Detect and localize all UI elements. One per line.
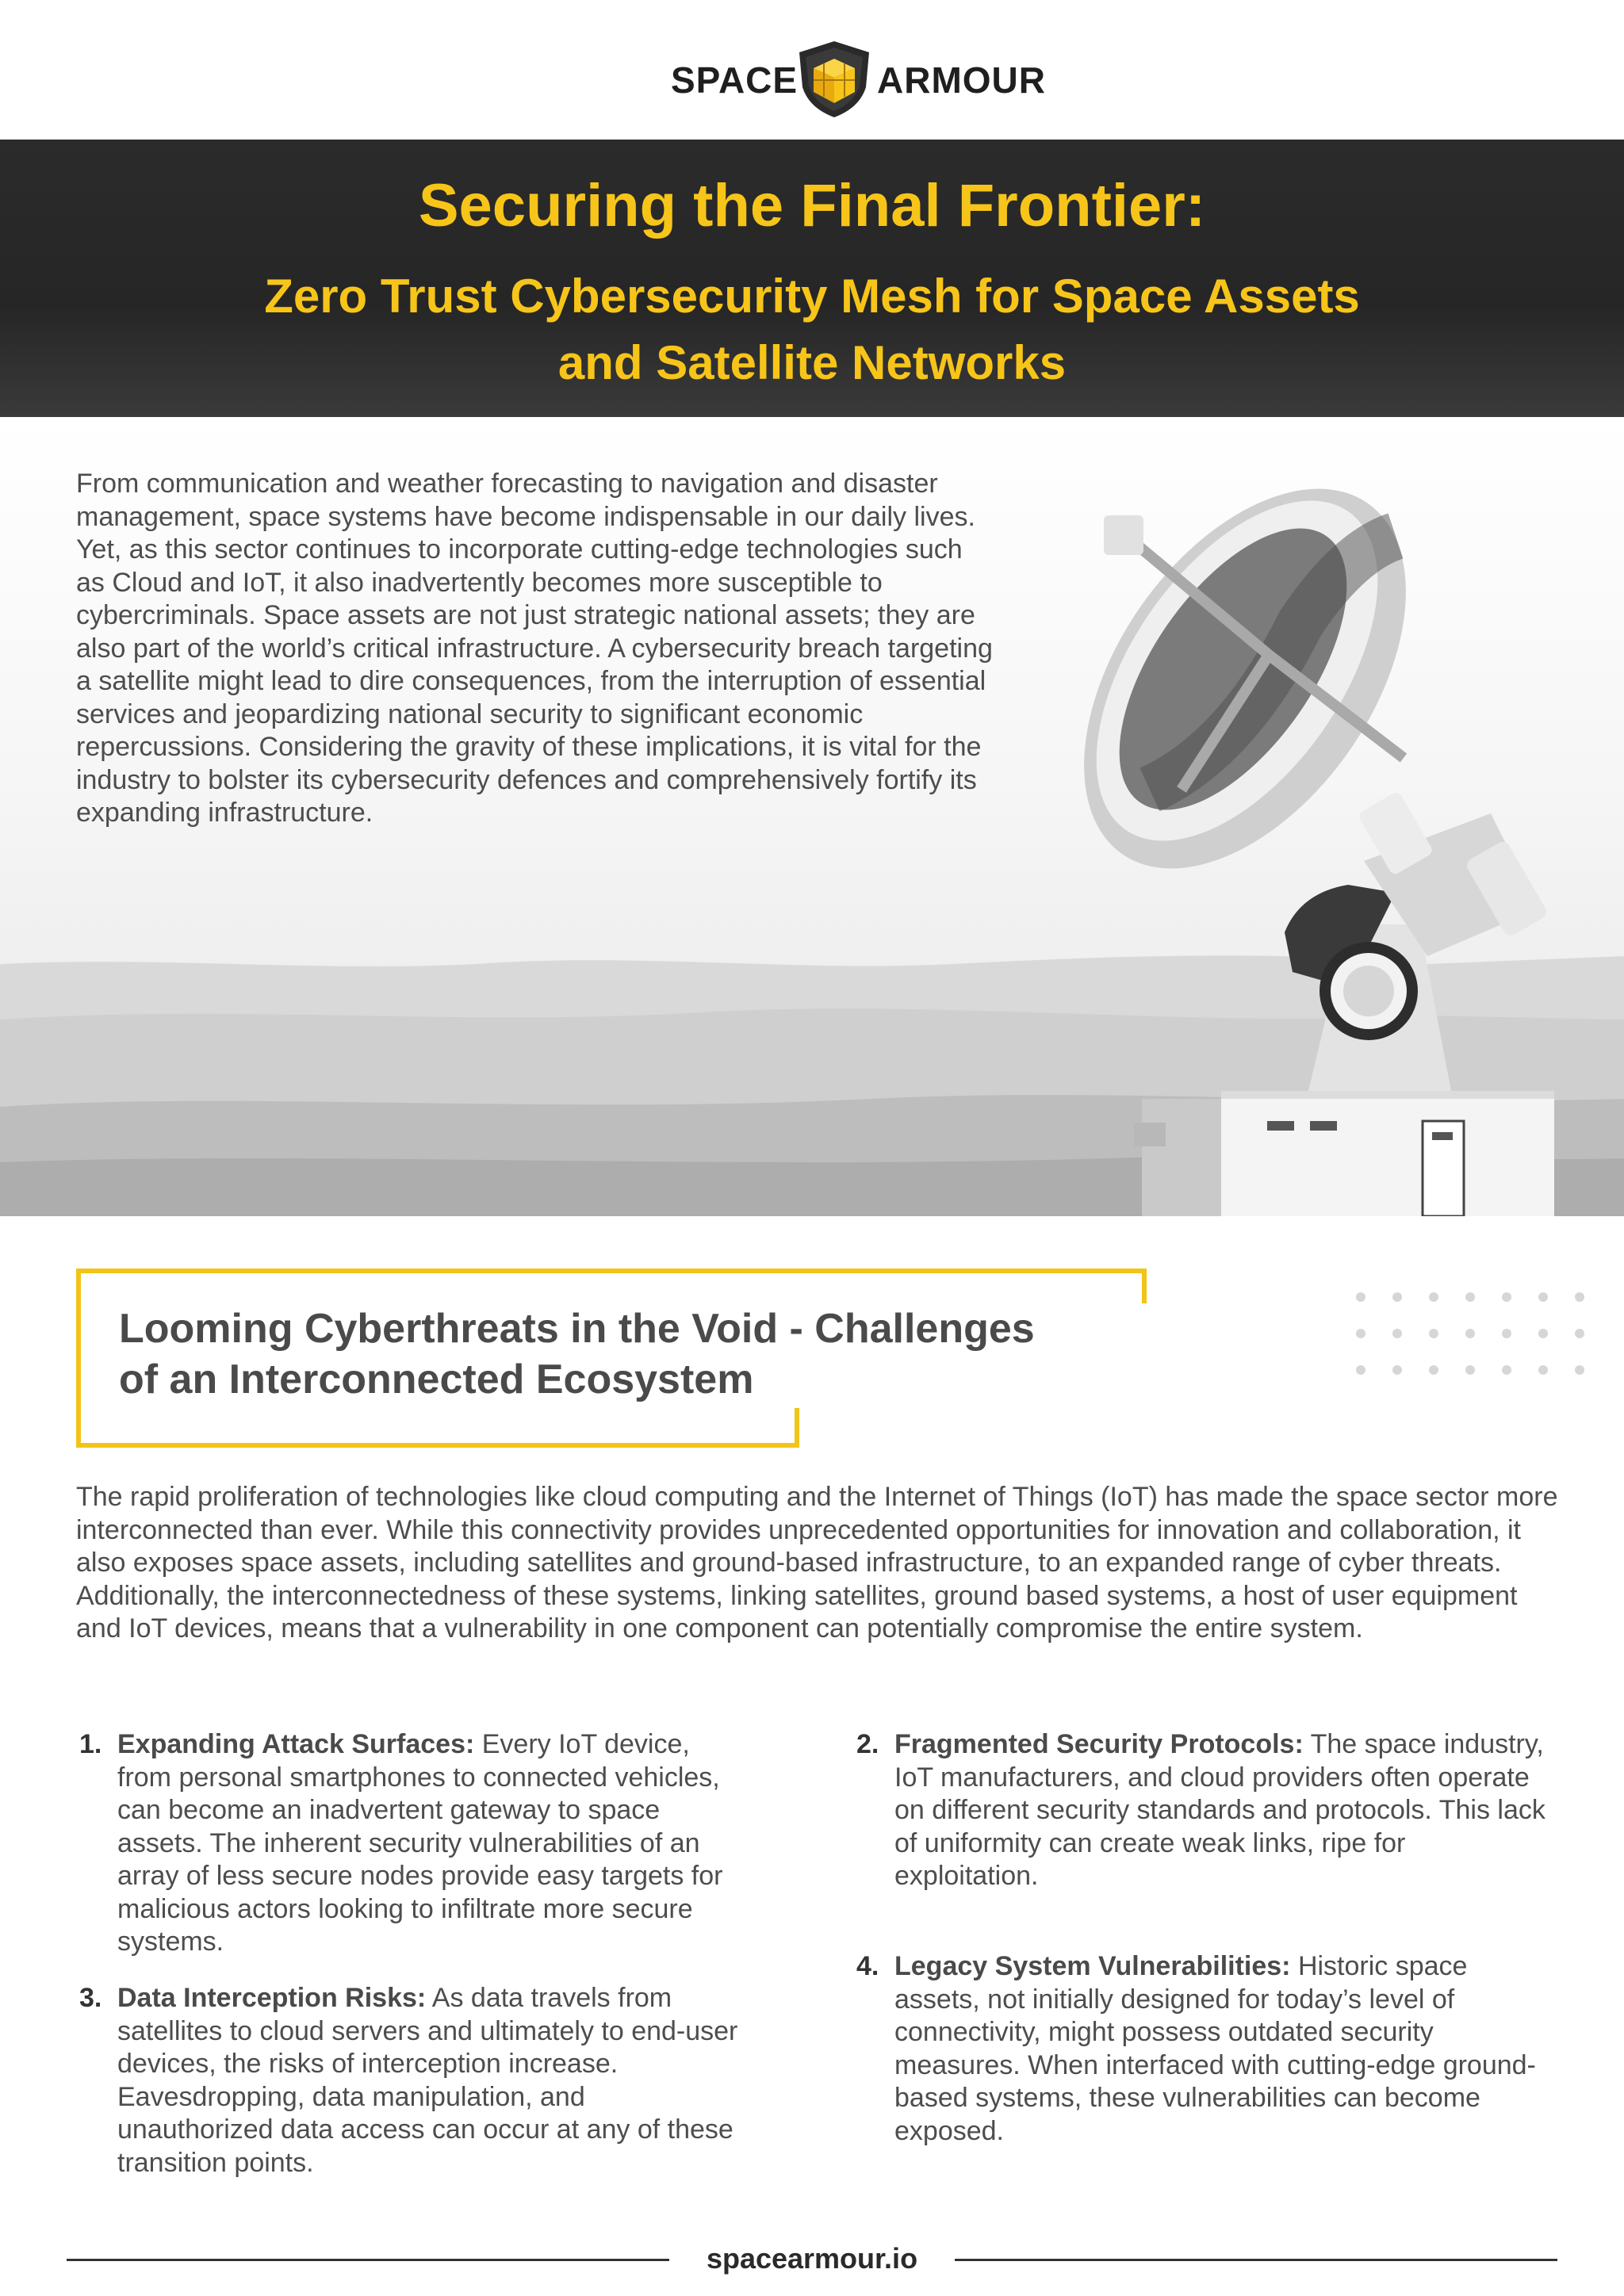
logo-word-space: SPACE: [671, 59, 799, 101]
list-item-text: Historic space assets, not initially designed for today’s level of connectivity, might possess outdated security measures. When interfaced with cutting-edge ground-based systems, these vulnerabilities can become exposed.: [894, 1951, 1536, 2146]
list-item-text: As data travels from satellites to cloud servers and ultimately to end-user devices, the risks of interception increase. Eavesdropping, data manipulation, and unauthorized data access can occur at any of these transition points.: [117, 1983, 738, 2178]
heading-frame-corner: [795, 1408, 799, 1448]
subtitle-line-2: and Satellite Networks: [557, 336, 1067, 389]
heading-frame-bottom: [76, 1443, 799, 1448]
brand-logo: [0, 32, 1624, 127]
section-heading-line-1: Looming Cyberthreats in the Void - Challenges: [119, 1306, 1035, 1352]
section-heading-box: [76, 1269, 1147, 1451]
list-item-title: Fragmented Security Protocols:: [894, 1729, 1304, 1759]
hero-section: [0, 417, 1624, 1216]
decorative-dot-grid: [1348, 1284, 1602, 1380]
list-item-text: Every IoT device, from personal smartphones to connected vehicles, can become an inadvertent gateway to space assets. The inherent security vulnerabilities of an array of less secure nodes provide easy targets for malicious actors looking to infiltrate more secure systems.: [117, 1729, 723, 1957]
shield-cube-icon: [796, 40, 872, 119]
heading-frame-right: [1142, 1269, 1147, 1303]
list-item-title: Expanding Attack Surfaces:: [117, 1729, 475, 1759]
list-item-number: 1.: [79, 1729, 102, 1759]
list-item-number: 3.: [79, 1983, 102, 2013]
footer: [0, 2236, 1624, 2283]
page-subtitle: [0, 263, 1624, 396]
list-item-number: 4.: [856, 1951, 879, 1981]
title-banner: [0, 140, 1624, 417]
footer-divider-right: [955, 2259, 1557, 2261]
list-item-number: 2.: [856, 1729, 879, 1759]
heading-frame-left: [76, 1269, 81, 1448]
list-item-title: Legacy System Vulnerabilities:: [894, 1951, 1291, 1981]
section-heading-line-2: of an Interconnected Ecosystem: [119, 1357, 754, 1402]
footer-url-link[interactable]: spacearmour.io: [706, 2242, 918, 2275]
intro-paragraph: From communication and weather forecasting to navigation and disaster management, space systems have become indispensable in our daily lives. Yet, as this sector continues to incorporate cutting-edge technologies such as Cloud and IoT, it also inadvertently becomes more susceptible to cybercriminals. Space assets are not just strategic national assets; they are also part of the world’s critical infrastructure. A cybersecurity breach targeting a satellite might lead to dire consequences, from the interruption of essential services and jeopardizing national security to significant economic repercussions. Considering the gravity of these implications, it is vital for the industry to bolster its cybersecurity defences and comprehensively fortify its expanding infrastructure.: [76, 469, 993, 828]
section-heading: [119, 1303, 1150, 1405]
page-title: Securing the Final Frontier:: [418, 172, 1206, 239]
heading-frame-top: [76, 1269, 1147, 1273]
list-item-title: Data Interception Risks:: [117, 1983, 427, 2013]
section-paragraph: The rapid proliferation of technologies like cloud computing and the Internet of Things (IoT) has made the space sector more interconnected than ever. While this connectivity provides unprecedented opportunities for innovation and collaboration, it also exposes space assets, including satellites and ground-based infrastructure, to an expanded range of cyber threats. Additionally, the interconnectedness of these systems, linking satellites, ground based systems, a host of user equipment and IoT devices, means that a vulnerability in one component can potentially compromise the entire system.: [76, 1482, 1558, 1644]
list-item-text: The space industry, IoT manufacturers, and cloud providers often operate on different security standards and protocols. This lack of uniformity can create weak links, ripe for exploitation.: [894, 1729, 1545, 1891]
subtitle-line-1: Zero Trust Cybersecurity Mesh for Space Assets: [264, 270, 1360, 323]
logo-word-armour: ARMOUR: [877, 59, 1046, 101]
